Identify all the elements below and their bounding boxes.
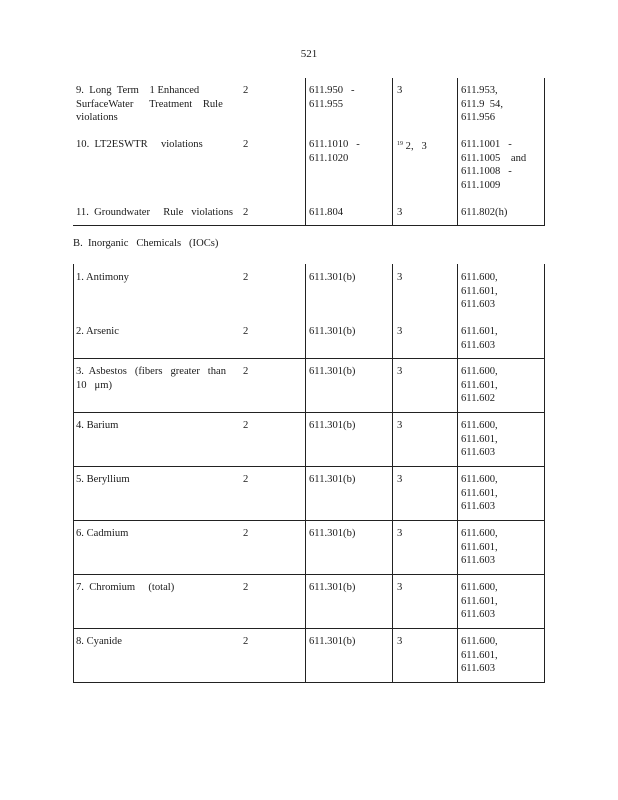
cell-text: 9. Long Term 1 Enhanced (76, 85, 200, 96)
contaminant-name: 2. Arsenic (76, 326, 119, 337)
contaminant-name (76, 365, 228, 392)
tier-value: 3 (397, 207, 403, 218)
contaminant-name: 5. Beryllium (76, 474, 130, 485)
cell-text: 611.600, (461, 582, 498, 593)
cell-text: 611.1008 - (461, 166, 512, 178)
table-rule (392, 264, 393, 683)
cell-text: 611.603 (461, 447, 496, 459)
contaminant-name: 7. Chromium (total) (76, 582, 175, 593)
cell-text: 11. Groundwater Rule violations (76, 207, 234, 218)
cell-text: 3. Asbestos (fibers greater than (76, 366, 227, 377)
cell-text: 611.956 (461, 112, 496, 124)
tier-value: 3 (397, 636, 403, 647)
cell-text: 611.600, (461, 366, 498, 377)
section-heading: B. Inorganic Chemicals (IOCs) (73, 238, 219, 249)
regulation-name (76, 138, 228, 152)
tier-value: 3 (397, 85, 403, 96)
tier-value: 2 (243, 636, 249, 647)
cell-text: 611.603 (461, 663, 496, 675)
regulation-name (76, 84, 228, 125)
cell-text: 611.600, (461, 272, 498, 283)
cell-text: 611.601, (461, 326, 498, 337)
citation-list (461, 527, 541, 568)
cell-text: 611.603 (461, 555, 496, 567)
section-reference: 611.301(b) (309, 528, 356, 539)
tier-value: 3 (397, 528, 403, 539)
table-rule (544, 264, 545, 683)
cell-text: 611.804 (309, 207, 344, 218)
cell-text: 611.600, (461, 528, 498, 539)
tier-value: 3 (397, 326, 403, 337)
section-reference: 611.301(b) (309, 474, 356, 485)
tier-value: 3 (397, 272, 403, 283)
cell-text: 611.600, (461, 420, 498, 431)
citation-list (461, 206, 541, 220)
citation-list (461, 365, 541, 406)
cell-text: 611.603 (461, 609, 496, 621)
footnote-marker: 19 (397, 141, 403, 147)
section-reference: 611.301(b) (309, 326, 356, 337)
cell-text: 611.1010 - (309, 139, 360, 150)
tier-value: 3 (397, 582, 403, 593)
cell-text: 611.601, (461, 595, 498, 607)
citation-list (461, 325, 541, 352)
section-reference: 611.301(b) (309, 636, 356, 647)
tier-value: 2 (243, 420, 249, 431)
cell-text: violations (76, 112, 118, 124)
cell-text: 10 μm) (76, 379, 112, 391)
tier-value: 2 (243, 326, 249, 337)
cell-text: SurfaceWater Treatment Rule (76, 98, 223, 110)
citation-list (461, 271, 541, 312)
tier-value: 2 (243, 139, 249, 150)
citation-list (461, 473, 541, 514)
cell-text: 611.955 (309, 98, 344, 110)
table-rule (73, 520, 545, 521)
cell-text: 611.601, (461, 379, 498, 391)
contaminant-name: 1. Antimony (76, 272, 129, 283)
table-rule (305, 264, 306, 683)
cell-text: 611.601, (461, 285, 498, 297)
tier-value (397, 138, 453, 154)
cell-text: 611.1005 and (461, 152, 527, 164)
cell-text: 611.802(h) (461, 207, 508, 218)
citation-list (461, 419, 541, 460)
table-rule (73, 264, 74, 683)
citation-list (461, 138, 541, 192)
cell-text: 611.603 (461, 339, 496, 351)
section-reference: 611.301(b) (309, 420, 356, 431)
tier-value: 2 (243, 582, 249, 593)
tier-value: 3 (397, 420, 403, 431)
cell-text: 10. LT2ESWTR violations (76, 139, 203, 150)
table-rule (544, 78, 545, 226)
table-rule (457, 264, 458, 683)
section-reference (309, 138, 389, 165)
tier-value: 2 (243, 207, 249, 218)
section-reference: 611.301(b) (309, 582, 356, 593)
tier-value: 2 (243, 85, 249, 96)
tier-value: 3 (397, 474, 403, 485)
cell-text: 611.600, (461, 636, 498, 647)
table-rule (73, 225, 545, 226)
table-rule (73, 358, 545, 359)
tier-value: 2 (243, 474, 249, 485)
table-rule (73, 466, 545, 467)
section-reference (309, 84, 389, 111)
contaminant-name: 6. Cadmium (76, 528, 129, 539)
cell-text: 611.1020 (309, 152, 349, 164)
page-number: 521 (300, 48, 318, 60)
cell-text: 611.953, (461, 85, 498, 96)
contaminant-name: 4. Barium (76, 420, 119, 431)
cell-text: 611.601, (461, 433, 498, 445)
table-rule (305, 78, 306, 226)
table-rule (73, 574, 545, 575)
cell-text: 2, 3 (403, 141, 427, 152)
citation-list (461, 635, 541, 676)
tier-value: 2 (243, 366, 249, 377)
contaminant-name: 8. Cyanide (76, 636, 122, 647)
cell-text: 611.603 (461, 299, 496, 311)
section-reference: 611.301(b) (309, 366, 356, 377)
cell-text: 611.600, (461, 474, 498, 485)
section-reference: 611.301(b) (309, 272, 356, 283)
cell-text: 611.601, (461, 649, 498, 661)
citation-list (461, 84, 541, 125)
cell-text: 611.601, (461, 541, 498, 553)
citation-list (461, 581, 541, 622)
cell-text: 611.1001 - (461, 139, 512, 150)
cell-text: 611.950 - (309, 85, 355, 96)
tier-value: 2 (243, 272, 249, 283)
cell-text: 611.601, (461, 487, 498, 499)
regulation-name (76, 206, 234, 220)
table-rule (392, 78, 393, 226)
cell-text: 611.603 (461, 501, 496, 513)
cell-text: 611.602 (461, 393, 496, 405)
table-rule (73, 628, 545, 629)
cell-text: 611.9 54, (461, 98, 503, 110)
section-reference (309, 206, 389, 220)
tier-value: 2 (243, 528, 249, 539)
tier-value: 3 (397, 366, 403, 377)
table-rule (73, 682, 545, 683)
table-rule (457, 78, 458, 226)
cell-text: 611.1009 (461, 179, 501, 191)
table-rule (73, 412, 545, 413)
